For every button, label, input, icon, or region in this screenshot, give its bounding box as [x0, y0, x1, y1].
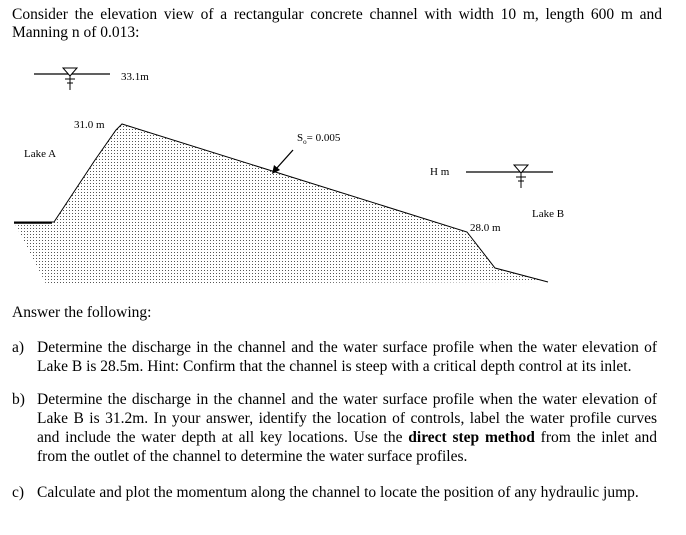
lake-b-label: Lake B	[532, 208, 565, 220]
slope-label: $S_o= 0.005$	[297, 132, 341, 146]
question-c-letter: c)	[12, 484, 25, 501]
question-c-text: Calculate and plot the momentum along the channel to locate the position of any hydraulic jump.	[37, 484, 639, 501]
question-a-letter: a)	[12, 339, 25, 356]
inlet-elevation-label: 31.0 m	[74, 119, 105, 131]
slope-arrow	[272, 150, 293, 174]
question-b-letter: b)	[12, 391, 25, 408]
intro-line-1: Consider the elevation view of a rectangular concrete channel with width 10 m, length 600 m and	[12, 6, 662, 23]
question-b	[12, 390, 657, 466]
intro-line-2: Manning n of 0.013:	[12, 24, 140, 41]
lake-a-elevation-label: 33.1m	[121, 71, 149, 83]
lake-a-label: Lake A	[24, 148, 57, 160]
lake-b-water-marker	[466, 165, 553, 188]
question-b-text: Determine the discharge in the channel and the water surface profile when the water elevation of Lake B is 31.2m. In your answer, identify the location of controls, label the water profile curves and include the water depth at all key locations. Use the direct step method from the inlet and from the outlet of the channel to determine the water surface profiles.	[37, 391, 657, 465]
channel-body	[14, 124, 548, 284]
answer-lead: Answer the following:	[12, 304, 152, 321]
direct-step-method-emphasis: direct step method	[408, 429, 535, 446]
lake-a-water-marker	[34, 68, 110, 90]
question-c	[12, 483, 657, 502]
lake-b-level-label: H m	[430, 166, 450, 178]
question-a	[12, 338, 657, 376]
question-a-text: Determine the discharge in the channel and the water surface profile when the water elevation of Lake B is 28.5m. Hint: Confirm that the channel is steep with a critical depth control at its inlet.	[37, 339, 657, 375]
outlet-elevation-label: 28.0 m	[470, 222, 501, 234]
